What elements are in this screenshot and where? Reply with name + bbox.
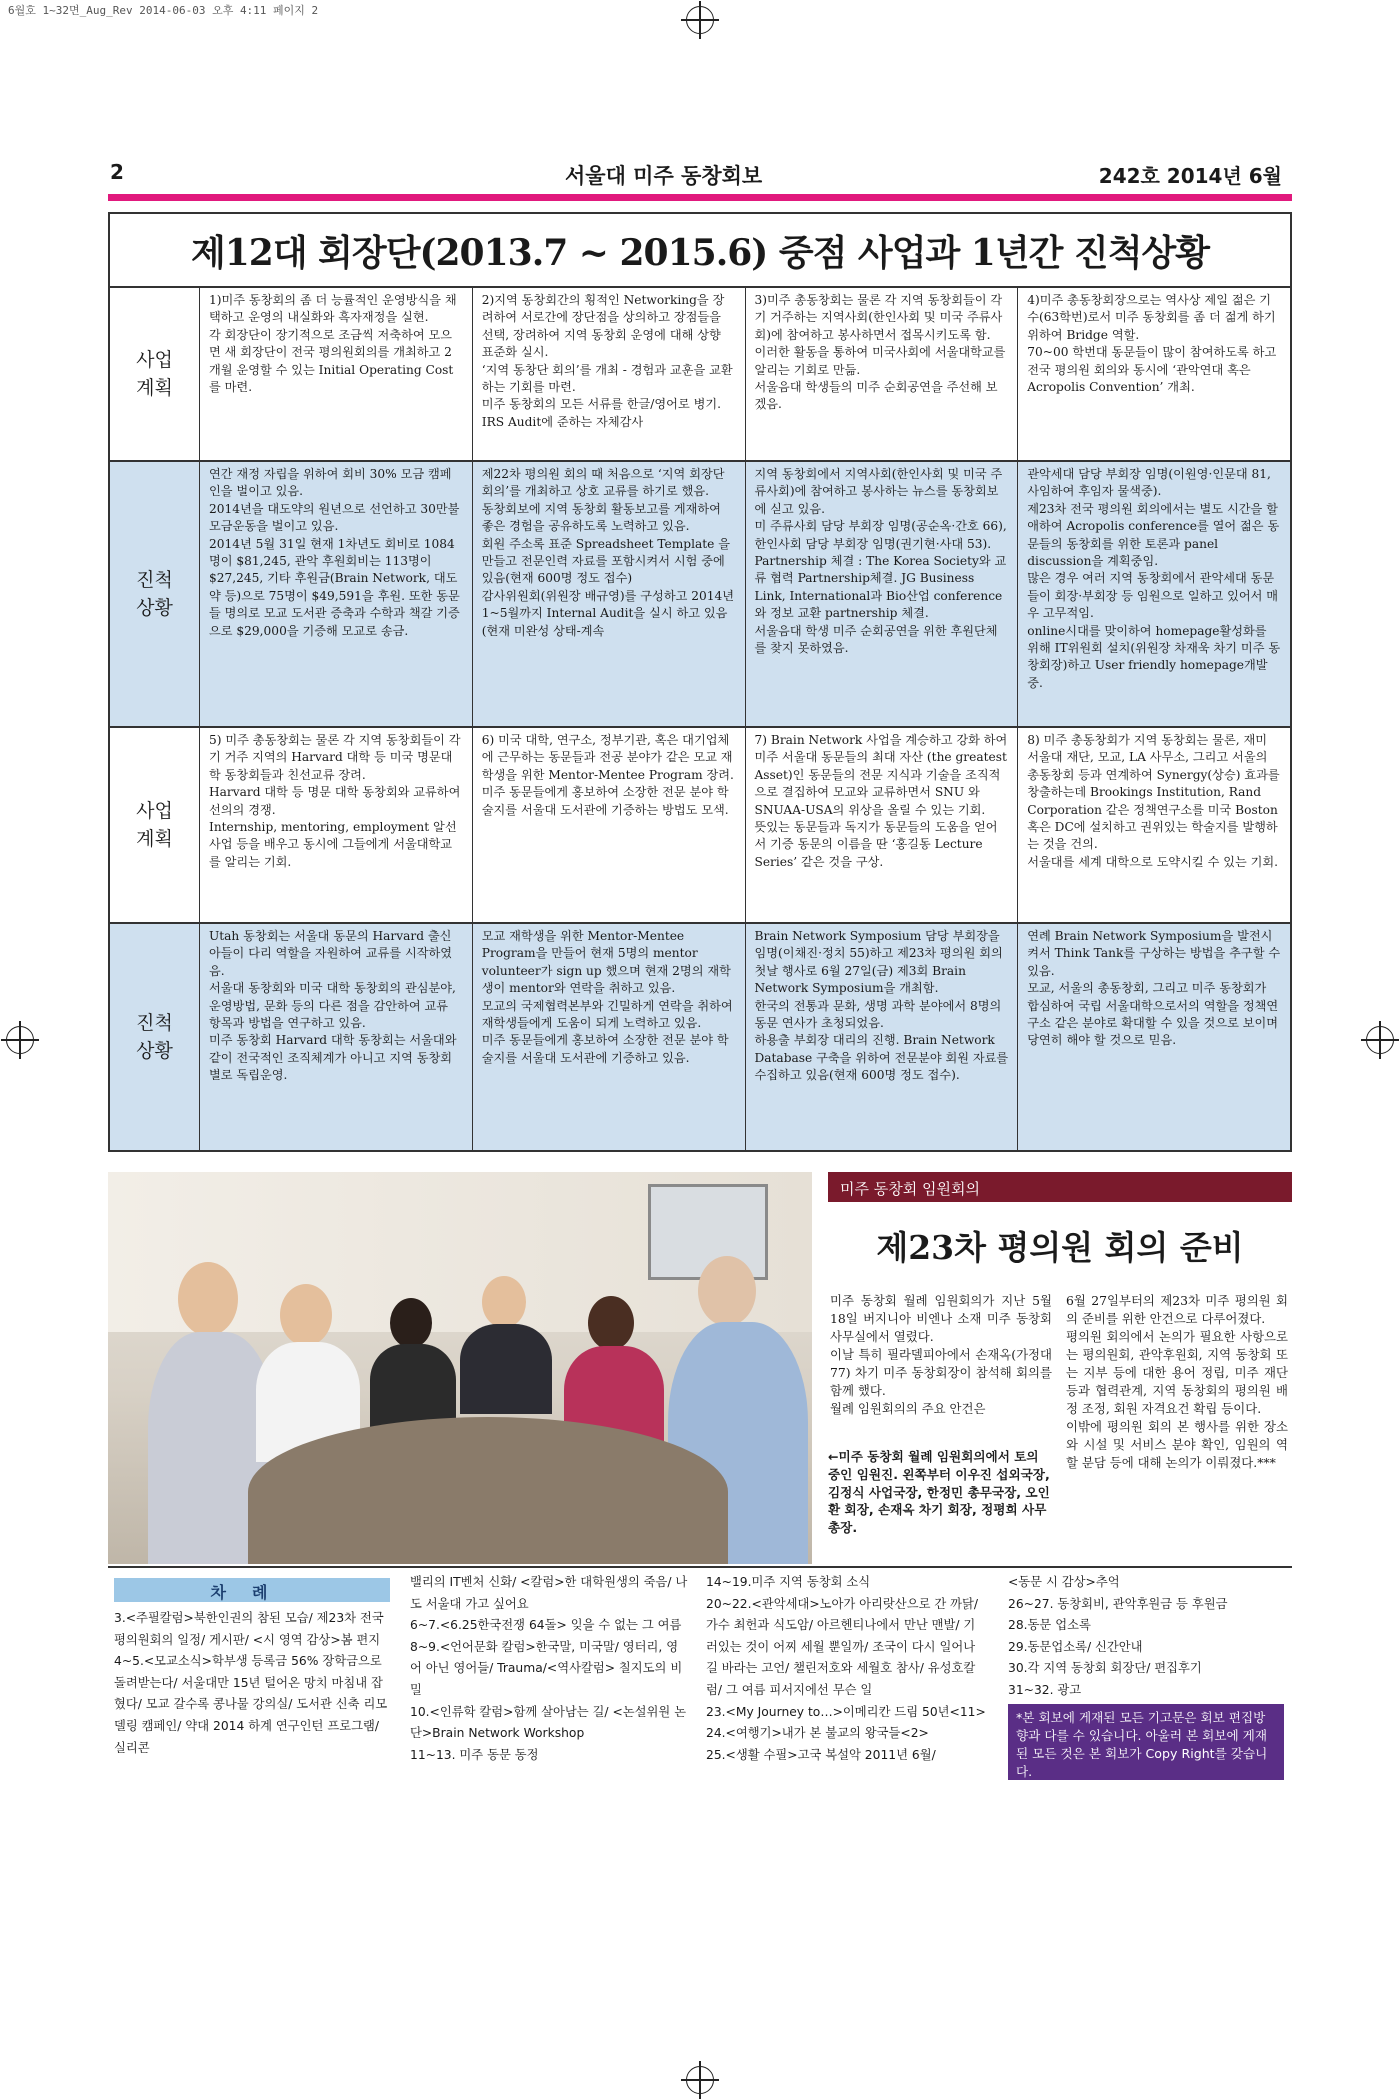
photo-caption: ←미주 동창회 월례 임원회의에서 토의 중인 임원진. 왼쪽부터 이우진 섭외국장, 김정식 사업국장, 한정민 총무국장, 오인환 회장, 손재옥 차기 회장, 정평희 사무총장. bbox=[828, 1449, 1050, 1536]
table-cell: 관악세대 담당 부회장 임명(이원영·인문대 81, 사임하여 후임자 물색중). 제23차 전국 평의원 회의에서는 별도 시간을 할애하여 Acropolis conference를 열어 젊은 동문들의 동창회를 위한 토론과 panel discussion을 계획중임. 많은 경우 여러 지역 동창회에서 관악세대 동문들이 회장·부회장 등 임원으로 일하고 있어서 매우 고무적임. online시대를 맞이하여 homepage활성화를 위해 IT위원회 설치(위원장 차재욱 차기 미주 동창회장)하고 User friendly homepage개발중. bbox=[1027, 467, 1281, 690]
table-cell: 제22차 평의원 회의 때 처음으로 ‘지역 회장단 회의’를 개최하고 상호 교류를 하기로 했음. 동창회보에 지역 동창회 활동보고를 게재하여 좋은 경험을 공유하도록 노력하고 있음. 회원 주소록 표준 Spreadsheet Template 을 만들고 전문인력 자료를 포함시켜서 시험 중에 있음(현재 600명 정도 접수) 감사위원회(위원장 배규영)를 구성하고 2014년 1~5월까지 Internal Audit을 실시 하고 있음(현재 미완성 상태-계속 bbox=[473, 462, 746, 726]
row-label: 사업 계획 bbox=[110, 288, 200, 460]
progress-table bbox=[108, 288, 1292, 1152]
table-cell: 6) 미국 대학, 연구소, 정부기관, 혹은 대기업체에 근무하는 동문들과 전공 분야가 같은 모교 재학생을 위한 Mentor-Mentee Program 장려. 미주 동문들에게 홍보하여 소장한 전문 분야 학술지를 서울대 도서관에 기증하는 방법도 모색. bbox=[473, 728, 746, 922]
photo-table bbox=[248, 1417, 728, 1564]
row-label: 사업 계획 bbox=[110, 728, 200, 922]
registration-mark-icon bbox=[686, 6, 714, 34]
table-row bbox=[110, 728, 1290, 924]
table-cell: Utah 동창회는 서울대 동문의 Harvard 출신 아들이 다리 역할을 자원하여 교류를 시작하였음. 서울대 동창회와 미국 대학 동창회의 관심분야, 운영방법, 문화 등의 다른 점을 감안하여 교류 항목과 방법을 연구하고 있음. 미주 동창회 Harvard 대학 동창회는 서울대와 같이 전국적인 조직체계가 아니고 지역 동창회 별로 독립운영. bbox=[200, 924, 473, 1150]
toc-heading: 차례 bbox=[114, 1578, 390, 1602]
publication-name: 서울대 미주 동창회보 bbox=[565, 164, 763, 188]
table-cell: 연례 Brain Network Symposium을 발전시켜서 Think Tank를 구상하는 방법을 추구할 수 있음. 모교, 서울의 총동창회, 그리고 미주 동창회가 합심하여 국립 서울대학으로서의 역할을 정책연구소 같은 분야로 확대할 수 있을 것으로 보이며 당연히 해야 할 것으로 믿음. bbox=[1027, 929, 1281, 1048]
toc-column: 밸리의 IT벤처 신화/ <칼럼>한 대학원생의 죽음/ 나도 서울대 가고 싶어요 6~7.<6.25한국전쟁 64돌> 잊을 수 없는 그 여름 8~9.<언어문화 칼럼>한국말, 미국말/ 영터리, 영어 아닌 영어들/ Trauma/<역사칼럼> 칠지도의 비밀 10.<인류학 칼럼>함께 살아남는 길/ <논설위원 논단>Brain Network Workshop 11~13. 미주 동문 동정 bbox=[410, 1575, 688, 1762]
toc-column: <동문 시 감상>추억 26~27. 동창회비, 관악후원금 등 후원금 28.동문 업소록 29.동문업소록/ 신간안내 30.각 지역 동창회 회장단/ 편집후기 31~32. 광고 bbox=[1008, 1575, 1228, 1697]
meeting-photo bbox=[108, 1172, 812, 1564]
table-cell: 1)미주 동창회의 좀 더 능률적인 운영방식을 채택하고 운영의 내실화와 흑자재정을 실현. 각 회장단이 장기적으로 조금씩 저축하여 모으면 새 회장단이 전국 평의원회의를 개최하고 2개월 운영할 수 있는 Initial Operating Cost를 마련. bbox=[200, 288, 473, 460]
registration-mark-icon bbox=[686, 2066, 714, 2094]
toc-column: 3.<주필칼럼>북한인권의 참된 모습/ 제23차 전국 평의원회의 일정/ 게시판/ <시 영역 감상>봄 편지 4~5.<모교소식>학부생 등록금 56% 장학금으로 돌려받는다/ 서울대만 15년 털어온 망치 마침내 잡혔다/ 모교 갈수록 콩나물 강의실/ 도서관 신축 리모델링 캠페인/ 약대 2014 하계 연구인턴 프로그램/ 실리콘 bbox=[114, 1611, 388, 1755]
table-row bbox=[110, 288, 1290, 462]
table-cell: Brain Network Symposium 담당 부회장을 임명(이채진·정치 55)하고 제23차 평의원 회의 첫날 행사로 6월 27일(금) 제3회 Brain Network Symposium을 개최함. 한국의 전통과 문화, 생명 과학 분야에서 8명의 동문 연사가 초청되었음. 하용출 부회장 대리의 진행. Brain Network Database 구축을 위하여 전문분야 회원 자료를 수집하고 있음(현재 600명 정도 접수). bbox=[746, 924, 1019, 1150]
table-cell: 4)미주 총동창회장으로는 역사상 제일 젊은 기수(63학번)로서 미주 동창회를 좀 더 젊게 하기 위하여 Bridge 역할. 70~00 학번대 동문들이 많이 참여하도록 하고 전국 평의원 회의와 동시에 ‘관악연대 혹은 Acropolis Convention’ 개최. bbox=[1027, 293, 1277, 395]
section-label: 미주 동창회 임원회의 bbox=[828, 1172, 1292, 1202]
article-title-box bbox=[108, 212, 1292, 288]
table-cell: 7) Brain Network 사업을 계승하고 강화 하여 미주 서울대 동문들의 최대 자산 (the greatest Asset)인 동문들의 전문 지식과 기술을 조직적으로 결집하여 모교와 교류하면서 SNU 와 SNUAA-USA의 위상을 올릴 수 있는 기회. 뜻있는 동문들과 독지가 동문들의 도움을 얻어서 기증 동문의 이름을 딴 ‘홍길동 Lecture Series’ 같은 것을 구상. bbox=[746, 728, 1019, 922]
article-title: 제12대 회장단(2013.7 ~ 2015.6) 중점 사업과 1년간 진척상황 bbox=[190, 231, 1210, 274]
header-rule bbox=[108, 194, 1292, 201]
registration-mark-icon bbox=[1366, 1026, 1394, 1054]
row-label: 진척 상황 bbox=[110, 462, 200, 726]
table-cell: 5) 미주 총동창회는 물론 각 지역 동창회들이 각기 거주 지역의 Harvard 대학 등 미국 명문대학 동창회들과 친선교류 장려. Harvard 대학 등 명문 대학 동창회와 교류하여 선의의 경쟁. Internship, mentoring, employment 알선 사업 등을 배우고 동시에 그들에게 서울대학교를 알리는 기회. bbox=[200, 728, 473, 922]
table-cell: 2)지역 동창회간의 횡적인 Networking을 장려하여 서로간에 장단점을 상의하고 장점들을 선택, 장려하여 지역 동창회 운영에 대해 상향 표준화 실시. ‘지역 동창단 회의’를 개최 - 경험과 교훈을 교환하는 기회를 마련. 미주 동창회의 모든 서류를 한글/영어로 병기. IRS Audit에 준하는 자체감사 bbox=[473, 288, 746, 460]
meeting-headline: 제23차 평의원 회의 준비 bbox=[876, 1228, 1244, 1267]
toc-column: 14~19.미주 지역 동창회 소식 20~22.<관악세대>노아가 아리랏산으로 간 까닭/ 가수 최헌과 식도암/ 아르헨티나에서 만난 맨발/ 기러있는 것이 어찌 세월 뿐일까/ 조국이 다시 일어나길 바라는 고언/ 챌린저호와 세월호 참사/ 유성호칼럼/ 그 여름 피서지에선 무슨 일 23.<My Journey to…>이메리칸 드림 50년<11> 24.<여행기>내가 본 불교의 왕국들<2> 25.<생활 수필>고국 복설악 2011년 6월/ bbox=[706, 1575, 986, 1762]
issue-date: 242호 2014년 6월 bbox=[1098, 164, 1282, 188]
table-cell: 지역 동창회에서 지역사회(한인사회 및 미국 주류사회)에 참여하고 봉사하는 뉴스를 동창회보에 싣고 있음. 미 주류사회 담당 부회장 임명(공순옥·간호 66), 한인사회 담당 부회장 임명(권기현·사대 53). Partnership 체결 : The Korea Society와 교류 협력 Partnership체결. JG Business Link, International과 Bio산업 conference와 정보 교환 partnership 체결. 서울음대 학생 미주 순회공연을 위한 후원단체를 찾지 못하였음. bbox=[746, 462, 1019, 726]
meeting-body-col1: 미주 동창회 월례 임원회의가 지난 5월 18일 버지니아 비엔나 소재 미주 동창회 사무실에서 열렸다. 이날 특히 필라델피아에서 손재옥(가정대 77) 차기 미주 동창회장이 참석해 회의를 함께 했다. 월례 임원회의의 주요 안건은 bbox=[830, 1293, 1052, 1416]
copyright-notice: *본 회보에 게재된 모든 기고문은 회보 편집방향과 다를 수 있습니다. 아울러 본 회보에 게재된 모든 것은 본 회보가 Copy Right를 갖습니다. bbox=[1008, 1704, 1284, 1780]
print-slug: 6월호 1~32면_Aug_Rev 2014-06-03 오후 4:11 페이지 2 bbox=[8, 4, 319, 17]
table-row bbox=[110, 924, 1290, 1150]
page-number: 2 bbox=[110, 160, 124, 184]
table-row bbox=[110, 462, 1290, 728]
table-cell: 8) 미주 총동창회가 지역 동창회는 물론, 재미 서울대 재단, 모교, LA 사무소, 그리고 서울의 총동창회 등과 연계하여 Synergy(상승) 효과를 창출하는데 Brookings Institution, Rand Corporation 같은 정책연구소를 미국 Boston 혹은 DC에 설치하고 권위있는 학술지를 발행하는 것을 건의. 서울대를 세계 대학으로 도약시킬 수 있는 기회. bbox=[1027, 733, 1280, 869]
registration-mark-icon bbox=[6, 1026, 34, 1054]
table-cell: 모교 재학생을 위한 Mentor-Mentee Program을 만들어 현재 5명의 mentor volunteer가 sign up 했으며 현재 2명의 재학생이 mentor와 연락을 취하고 있음. 모교의 국제협력본부와 긴밀하게 연락을 취하여 재학생들에게 도움이 되게 노력하고 있음. 미주 동문들에게 홍보하여 소장한 전문 분야 학술지를 서울대 도서관에 기증하고 있음. bbox=[473, 924, 746, 1150]
table-cell: 3)미주 총동창회는 물론 각 지역 동창회들이 각기 거주하는 지역사회(한인사회 및 미국 주류사회)에 참여하고 봉사하면서 접목시키도록 함. 이러한 활동을 통하여 미국사회에 서울대학교를 알리는 기회로 만듦. 서울음대 학생들의 미주 순회공연을 주선해 보겠음. bbox=[746, 288, 1019, 460]
row-label: 진척 상황 bbox=[110, 924, 200, 1150]
table-cell: 연간 재정 자립을 위하여 회비 30% 모금 캠페인을 벌이고 있음. 2014년을 대도약의 원년으로 선언하고 30만불 모금운동을 벌이고 있음. 2014년 5월 31일 현재 1차년도 회비로 1084명이 $81,245, 관악 후원회비는 113명이 $27,245, 기타 후원금(Brain Network, 대도약 등)으로 75명이 $49,591을 후원. 또한 동문들 명의로 모교 도서관 증축과 수학과 책갈 기증으로 $29,000을 기증해 모교로 송금. bbox=[200, 462, 473, 726]
meeting-body-col2: 6월 27일부터의 제23차 미주 평의원 회의 준비를 위한 안건으로 다루어졌다. 평의원 회의에서 논의가 필요한 사항으로는 평의원회, 관악후원회, 지역 동창회 또는 지부 등에 대한 용어 정립, 미주 재단 등과 협력관계, 지역 동창회의 평의원 배정 조정, 회원 자격요건 확립 등이다. 이밖에 평의원 회의 본 행사를 위한 장소와 시설 및 서비스 분야 확인, 임원의 역할 분담 등에 대해 논의가 이뤄졌다.*** bbox=[1066, 1293, 1288, 1470]
